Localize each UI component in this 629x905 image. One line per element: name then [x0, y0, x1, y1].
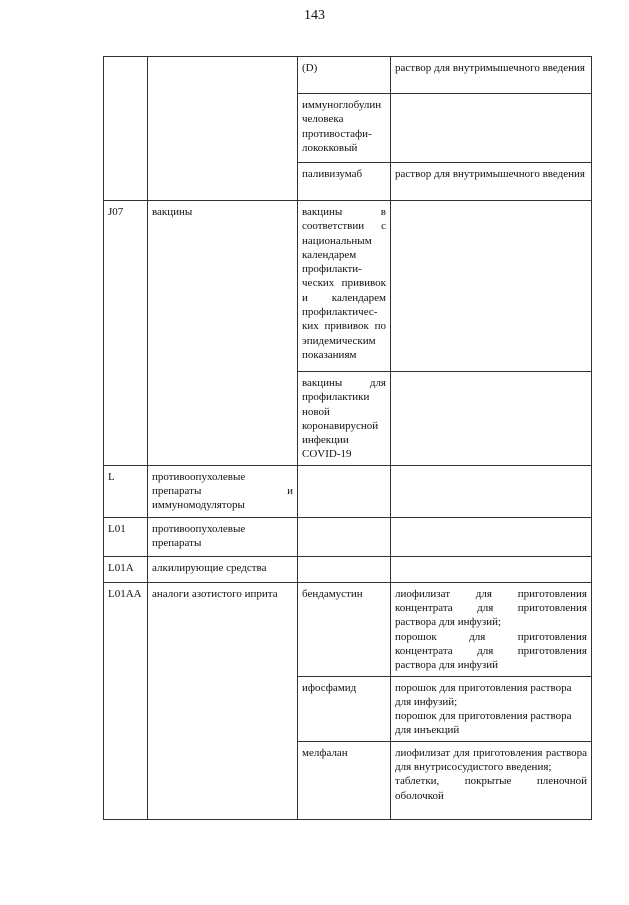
table-row — [104, 556, 592, 582]
dosage-form-cell — [391, 556, 592, 582]
drug-name-cell: вакцины в соответствии с национальным календарем профилакти-ческих прививок и календарем профилактичес-ких прививок по эпидемическим показаниям — [298, 201, 391, 372]
drug-table — [103, 56, 592, 820]
drug-name-cell: паливизумаб — [298, 163, 391, 201]
dosage-form-cell: лиофилизат для приготовления раствора для внутрисосудистого введения; таблетки, покрытые пленочной оболочкой — [391, 741, 592, 819]
group-name-cell — [148, 57, 298, 201]
atc-code-cell: L01A — [104, 556, 148, 582]
dosage-form-cell — [391, 465, 592, 517]
atc-code-cell: L01AA — [104, 582, 148, 819]
drug-name-cell — [298, 465, 391, 517]
dosage-form-cell: раствор для внутримышечного введения — [391, 57, 592, 94]
drug-name-cell: ифосфамид — [298, 676, 391, 741]
page-number: 143 — [304, 8, 325, 23]
dosage-form-cell: порошок для приготовления раствора для инфузий; порошок для приготовления раствора для инъекций — [391, 676, 592, 741]
table-row — [104, 465, 592, 517]
dosage-form-cell — [391, 372, 592, 466]
atc-code-cell: J07 — [104, 201, 148, 466]
dosage-form-cell — [391, 201, 592, 372]
atc-code-cell: L — [104, 465, 148, 517]
drug-name-cell: иммуноглобулин человека противостафи-лококковый — [298, 94, 391, 163]
group-name-cell: алкилирующие средства — [148, 556, 298, 582]
drug-name-cell — [298, 517, 391, 556]
table-row — [104, 517, 592, 556]
group-name-cell: противоопухолевые препараты и иммуномодуляторы — [148, 465, 298, 517]
dosage-form-cell — [391, 517, 592, 556]
dosage-form-cell: раствор для внутримышечного введения — [391, 163, 592, 201]
atc-code-cell — [104, 57, 148, 201]
group-name-cell: противоопухолевые препараты — [148, 517, 298, 556]
group-name-cell: аналоги азотистого иприта — [148, 582, 298, 819]
drug-name-cell: (D) — [298, 57, 391, 94]
table-row — [104, 57, 592, 94]
drug-name-cell: мелфалан — [298, 741, 391, 819]
drug-name-cell — [298, 556, 391, 582]
drug-name-cell: вакцины для профилактики новой коронавирусной инфекции COVID-19 — [298, 372, 391, 466]
table-row — [104, 201, 592, 372]
table-row — [104, 582, 592, 676]
atc-code-cell: L01 — [104, 517, 148, 556]
dosage-form-cell: лиофилизат для приготовления концентрата для приготовления раствора для инфузий; порошок для приготовления концентрата для приготовления раствора для инфузий — [391, 582, 592, 676]
drug-name-cell: бендамустин — [298, 582, 391, 676]
group-name-cell: вакцины — [148, 201, 298, 466]
dosage-form-cell — [391, 94, 592, 163]
